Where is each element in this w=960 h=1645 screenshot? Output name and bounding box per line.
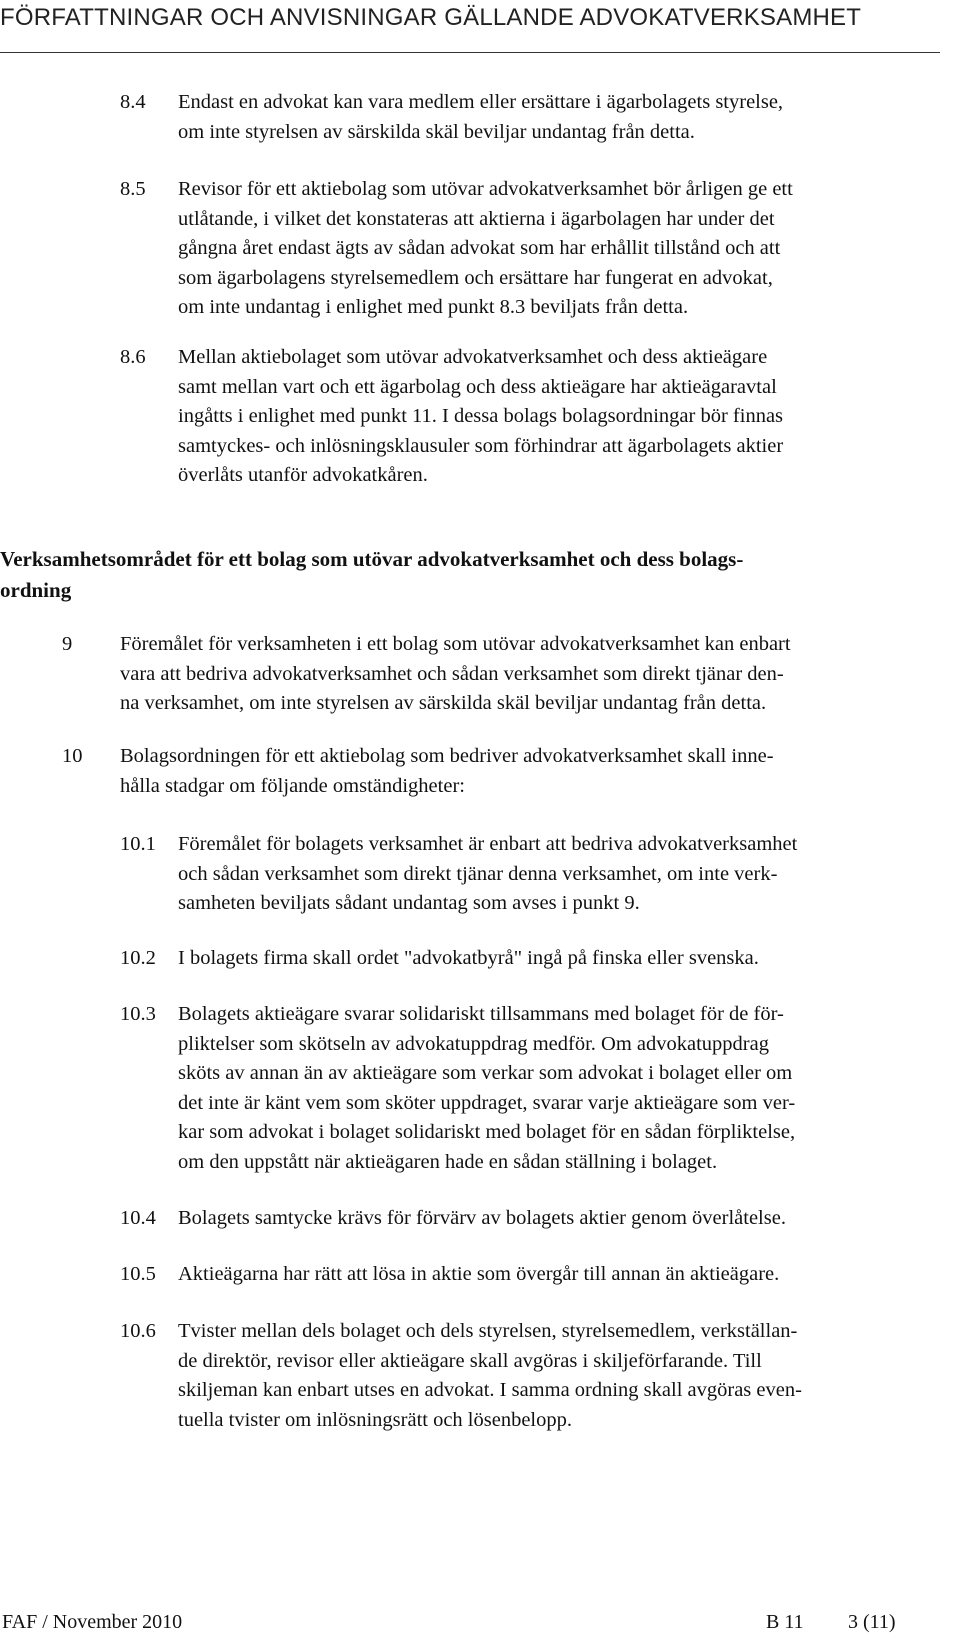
section-text: Mellan aktiebolaget som utövar advokatverksamhet och dess aktieägare samt mellan vart och ett ägarbolag och dess aktieägare har aktieägaravtal ingåtts i enlighet med punkt 11. I dessa bolags bolagsordningar bör finnas samtyckes- och inlösningsklausuler som förhindrar att ägarbolagets aktier överlåts utanför advokatkåren. bbox=[178, 346, 784, 486]
section-text: Endast en advokat kan vara medlem eller ersättare i ägarbolagets styrelse, om inte styrelsen av särskilda skäl beviljar undantag från detta. bbox=[178, 91, 784, 143]
item-text: Föremålet för verksamheten i ett bolag som utövar advokatverksamhet kan enbart vara att bedriva advokatverksamhet och sådan verksamhet som direkt tjänar den- na verksamhet, om inte styrelsen av särskilda skäl beviljar undantag från detta. bbox=[120, 633, 791, 714]
header-title: FÖRFATTNINGAR OCH ANVISNINGAR GÄLLANDE ADVOKATVERKSAMHET bbox=[0, 4, 862, 31]
section-number: 8.5 bbox=[120, 178, 146, 200]
section-8-6 bbox=[120, 343, 940, 491]
subitem-10-1 bbox=[120, 830, 940, 919]
section-text: Revisor för ett aktiebolag som utövar advokatverksamhet bör årligen ge ett utlåtande, i vilket det konstateras att aktierna i ägarbolagen har under det gångna året endast ägts av sådan advokat som har erhållit tillstånd och att som ägarbolagens styrelsemedlem och ersättare har fungerat en advokat, om inte undantag i enlighet med punkt 8.3 beviljats från detta. bbox=[178, 178, 793, 318]
subitem-text: Bolagets aktieägare svarar solidariskt tillsammans med bolaget för de för- pliktelser som skötseln av advokatuppdrag medför. Om advokatuppdrag sköts av annan än av aktieägare som verkar som advokat i bolaget eller om det inte är känt vem som sköter uppdraget, svarar varje aktieägare som ver- kar som advokat i bolaget solidariskt med bolaget för en sådan förpliktelse, om den uppstått när aktieägaren hade en sådan ställning i bolaget. bbox=[178, 1003, 796, 1173]
footer-page-number: 3 (11) bbox=[848, 1611, 896, 1633]
section-number: 8.4 bbox=[120, 91, 146, 113]
item-number: 9 bbox=[62, 633, 73, 655]
subitem-number: 10.3 bbox=[120, 1003, 156, 1025]
item-number: 10 bbox=[62, 745, 83, 767]
subitem-number: 10.2 bbox=[120, 947, 156, 969]
subitem-10-2 bbox=[120, 944, 940, 974]
subitem-number: 10.1 bbox=[120, 833, 156, 855]
footer-document-code: B 11 bbox=[766, 1611, 804, 1633]
subitem-text: Bolagets samtycke krävs för förvärv av bolagets aktier genom överlåtelse. bbox=[178, 1207, 786, 1229]
subitem-number: 10.6 bbox=[120, 1320, 156, 1342]
section-8-4 bbox=[120, 88, 940, 147]
subitem-text: Föremålet för bolagets verksamhet är enbart att bedriva advokatverksamhet och sådan verksamhet som direkt tjänar denna verksamhet, om inte verk- samheten beviljats sådant undantag som avses i punkt 9. bbox=[178, 833, 798, 914]
subitem-text: Tvister mellan dels bolaget och dels styrelsen, styrelsemedlem, verkställan- de direktör, revisor eller aktieägare skall avgöras i skiljeförfarande. Till skiljeman kan enbart utses en advokat. I samma ordning skall avgöras even- tuella tvister om inlösningsrätt och lösenbelopp. bbox=[178, 1320, 802, 1431]
subitem-10-3 bbox=[120, 1000, 940, 1177]
subitem-number: 10.5 bbox=[120, 1263, 156, 1285]
subitem-10-5 bbox=[120, 1260, 940, 1290]
subitem-10-6 bbox=[120, 1317, 940, 1435]
section-number: 8.6 bbox=[120, 346, 146, 368]
subitem-10-4 bbox=[120, 1204, 940, 1234]
subitem-text: I bolagets firma skall ordet "advokatbyrå" ingå på finska eller svenska. bbox=[178, 947, 759, 969]
item-10 bbox=[62, 742, 940, 801]
item-text: Bolagsordningen för ett aktiebolag som bedriver advokatverksamhet skall inne- hålla stadgar om följande omständigheter: bbox=[120, 745, 774, 797]
item-9 bbox=[62, 630, 940, 719]
subitem-number: 10.4 bbox=[120, 1207, 156, 1229]
section-8-5 bbox=[120, 175, 940, 323]
section-heading: Verksamhetsområdet för ett bolag som utövar advokatverksamhet och dess bolags- ordning bbox=[0, 547, 744, 602]
header-divider bbox=[0, 52, 940, 53]
subitem-text: Aktieägarna har rätt att lösa in aktie som övergår till annan än aktieägare. bbox=[178, 1263, 780, 1285]
footer-publisher-date: FAF / November 2010 bbox=[2, 1611, 183, 1633]
